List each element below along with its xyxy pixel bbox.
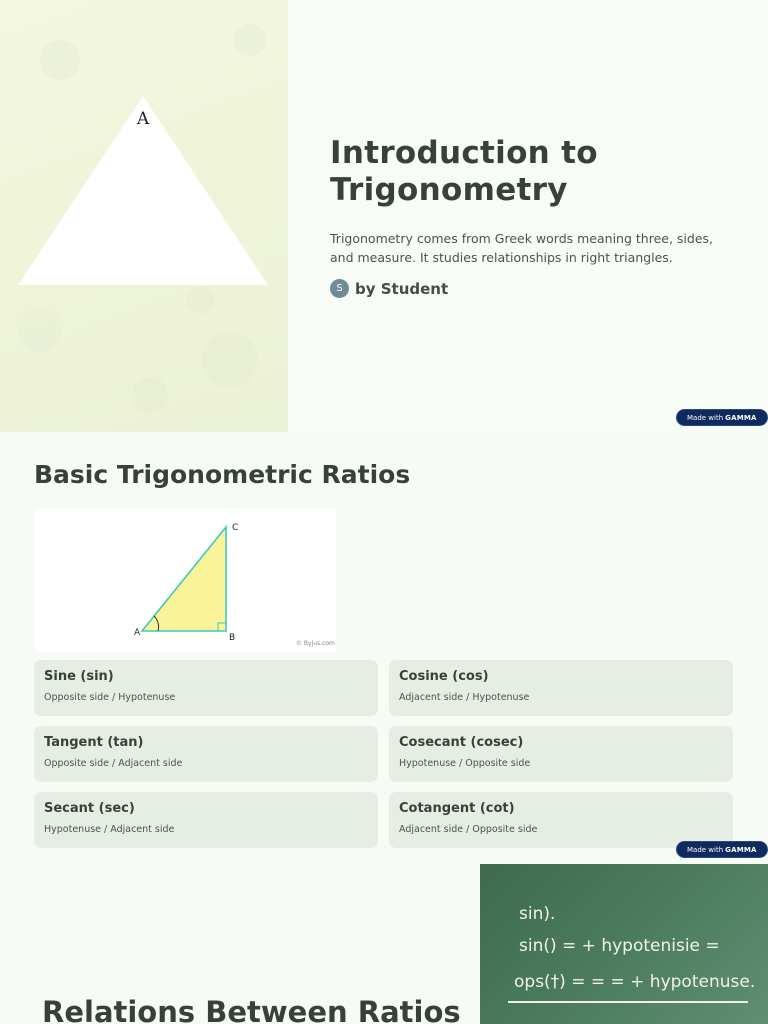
card-title: Cotangent (cot) (399, 801, 515, 816)
relations-slide (0, 864, 768, 1024)
label-a: A (134, 628, 141, 638)
badge-prefix: Made with (687, 413, 724, 422)
section-title: Relations Between Ratios (42, 995, 461, 1024)
image-credit: © Byjus.com (296, 640, 335, 647)
author-name: by Student (355, 279, 449, 298)
title-line-1: Introduction to (330, 135, 598, 171)
label-c: C (232, 523, 239, 533)
card-tangent (34, 726, 378, 782)
made-with-gamma-badge[interactable] (676, 409, 768, 426)
intro-description: Trigonometry comes from Greek words meaning three, sides, and measure. It studies relationships in right triangles. (330, 231, 713, 265)
card-cotangent (389, 792, 733, 848)
triangle-illustration (0, 0, 288, 432)
title-line-2: Trigonometry (330, 172, 568, 208)
badge-brand: GAMMA (725, 845, 757, 854)
label-b: B (229, 633, 236, 643)
card-title: Cosecant (cosec) (399, 735, 524, 750)
card-cosine (389, 660, 733, 716)
hero-image (0, 0, 288, 432)
card-title: Cosine (cos) (399, 669, 489, 684)
card-description: Adjacent side / Hypotenuse (399, 692, 530, 703)
card-title: Secant (sec) (44, 801, 135, 816)
card-description: Adjacent side / Opposite side (399, 824, 538, 835)
author-byline (330, 279, 448, 298)
card-title: Sine (sin) (44, 669, 114, 684)
page-title (330, 135, 730, 209)
ratios-slide (0, 432, 768, 864)
card-secant (34, 792, 378, 848)
card-description: Opposite side / Hypotenuse (44, 692, 176, 703)
card-description: Hypotenuse / Opposite side (399, 758, 531, 769)
card-sine (34, 660, 378, 716)
badge-prefix: Made with (687, 845, 724, 854)
right-triangle-diagram (34, 508, 336, 652)
badge-brand: GAMMA (725, 413, 757, 422)
avatar: S (330, 279, 349, 298)
right-triangle-shape (142, 527, 226, 631)
section-title: Basic Trigonometric Ratios (34, 460, 411, 489)
chalk-line: sin). (519, 904, 556, 924)
made-with-gamma-badge[interactable] (676, 841, 768, 858)
card-description: Hypotenuse / Adjacent side (44, 824, 175, 835)
vertex-label-a: A (136, 109, 150, 129)
title-slide (0, 0, 768, 432)
chalk-line: sin() = + hypotenisie = (519, 936, 720, 956)
chalk-line: ops(†) = = = + hypotenuse. (514, 972, 756, 992)
card-description: Opposite side / Adjacent side (44, 758, 183, 769)
chalkboard-image (480, 864, 768, 1024)
card-title: Tangent (tan) (44, 735, 144, 750)
chalk-underline (508, 1001, 748, 1003)
card-cosecant (389, 726, 733, 782)
